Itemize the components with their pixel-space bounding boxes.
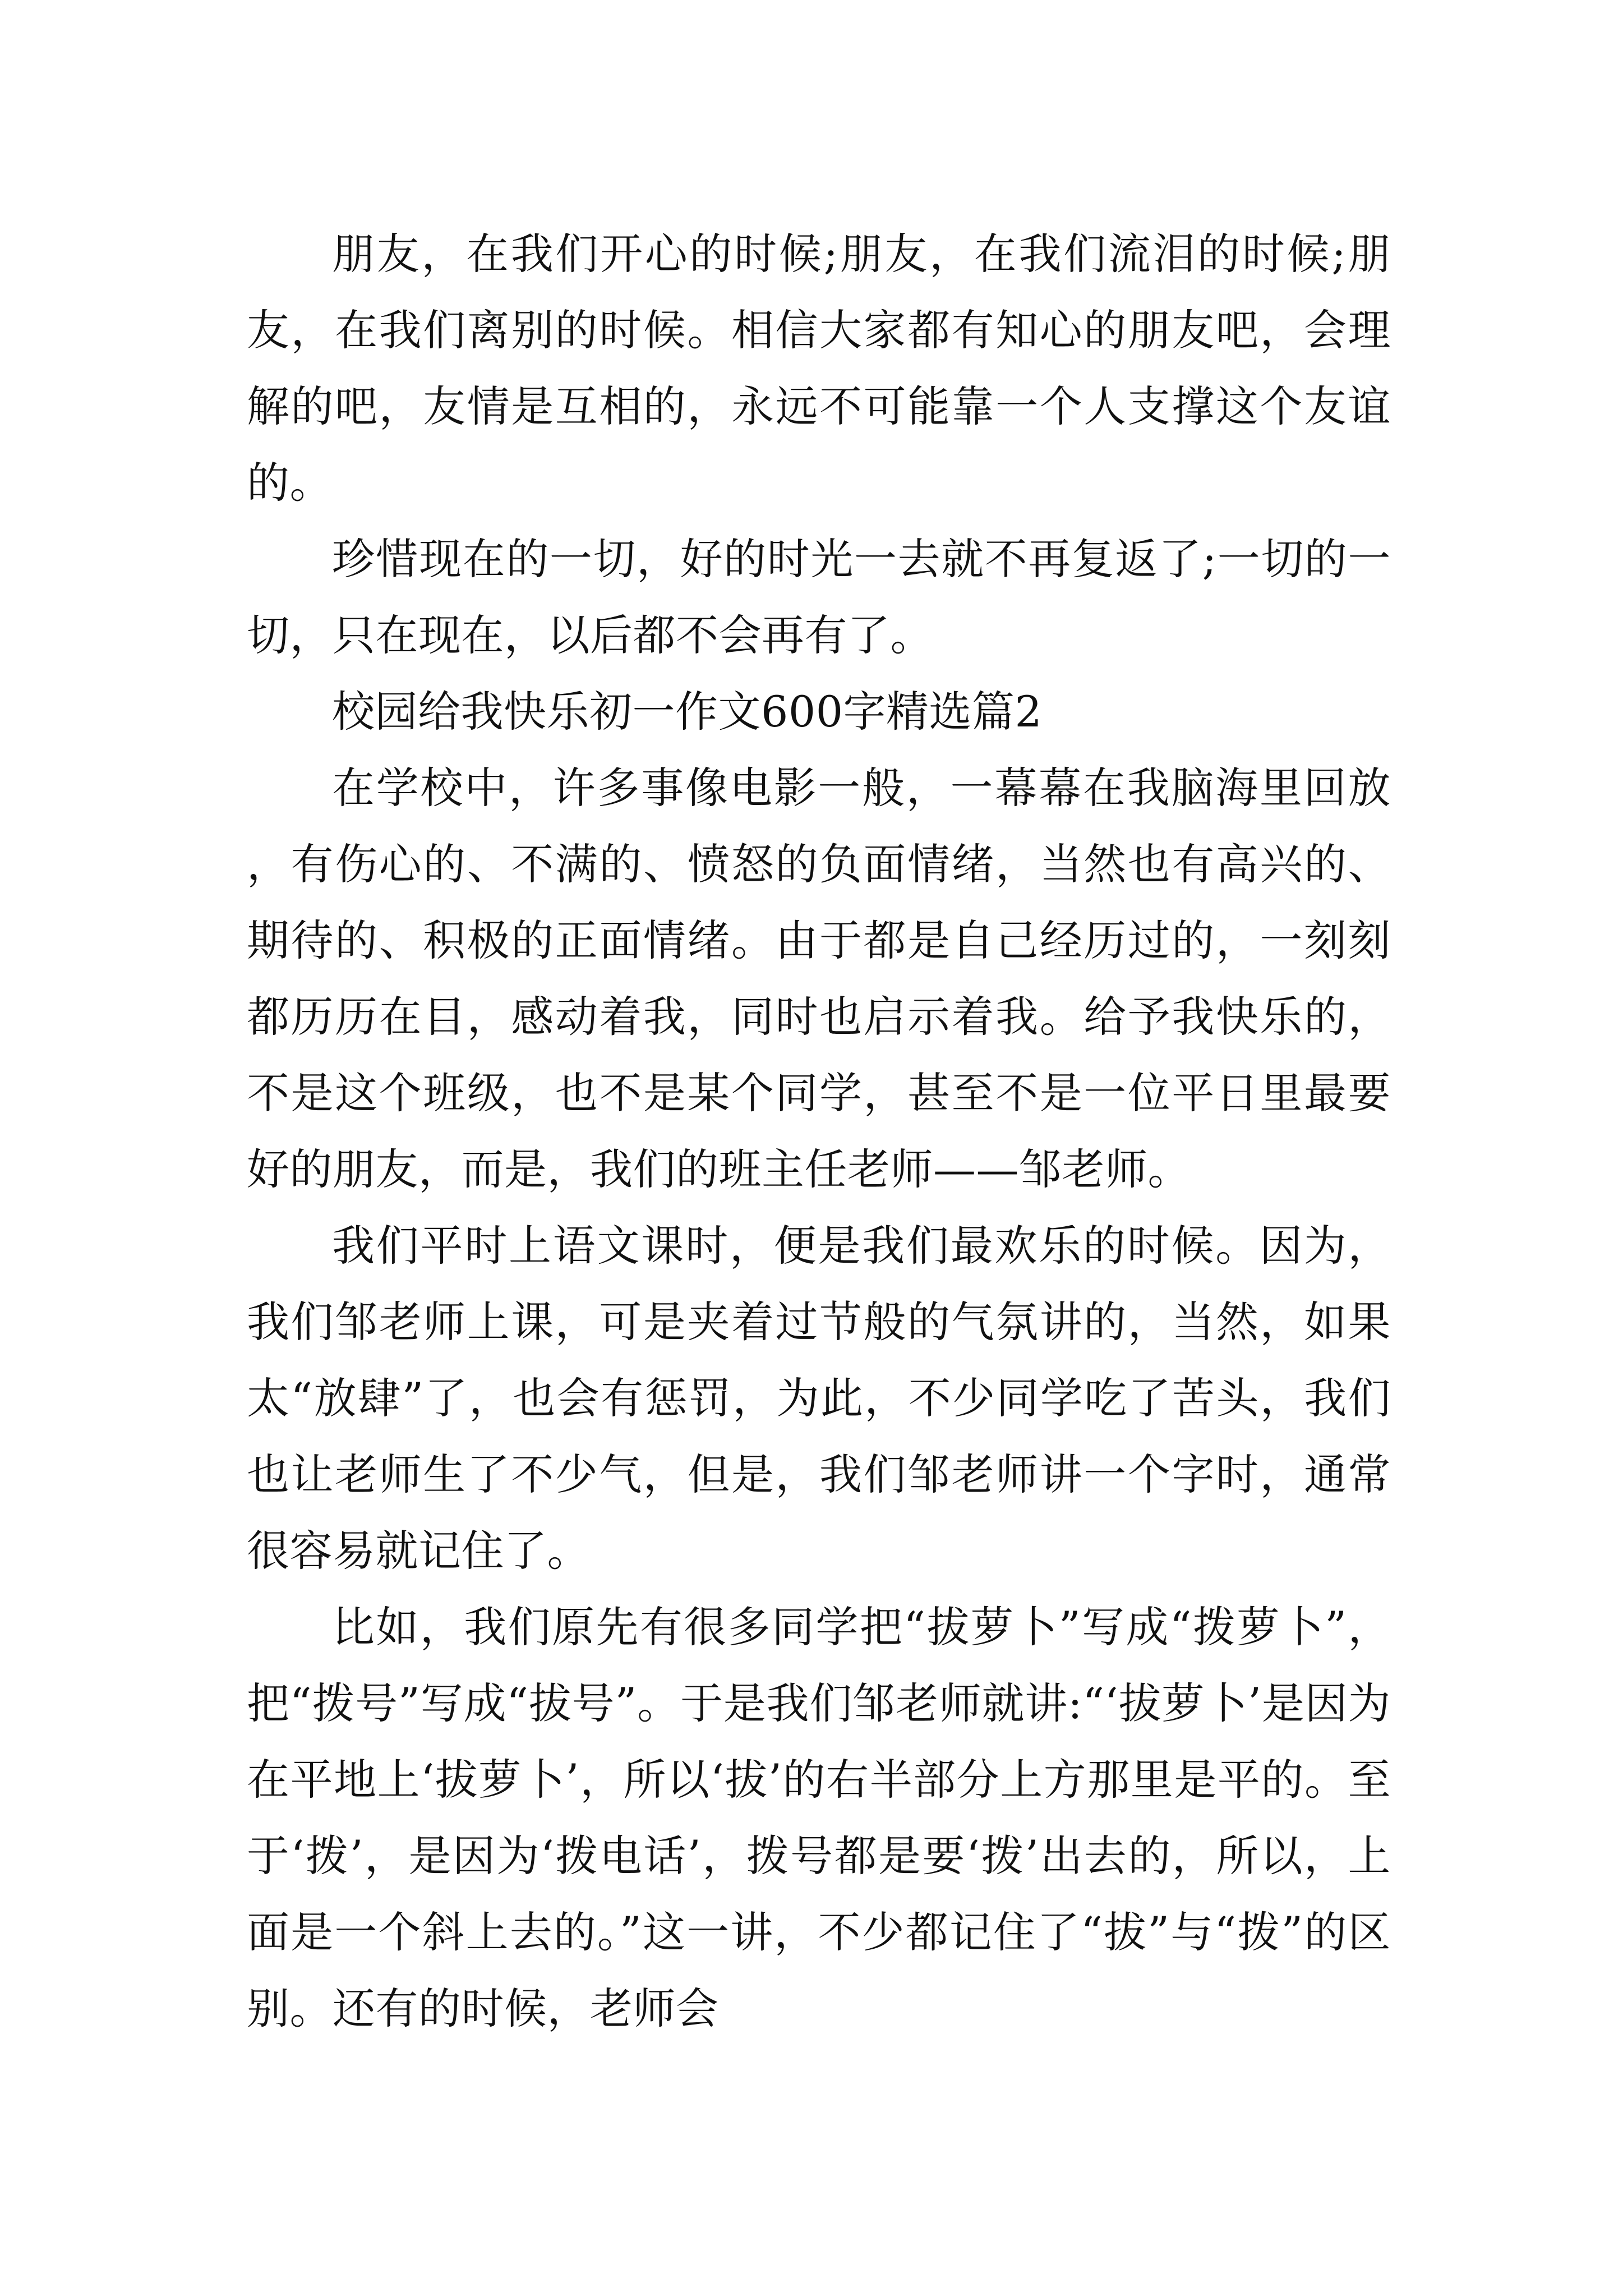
- paragraph-cherish: 珍惜现在的一切，好的时光一去就不再复返了;一切的一切，只在现在，以后都不会再有了。: [247, 534, 1391, 660]
- paragraph-friendship: 朋友，在我们开心的时候;朋友，在我们流泪的时候;朋友，在我们离别的时候。相信大家都有知心的朋友吧，会理解的吧，友情是互相的，永远不可能靠一个人支撑这个友谊的。: [247, 229, 1391, 508]
- document-body: [247, 216, 1391, 2047]
- paragraph-character-example: 比如，我们原先有很多同学把“拔萝卜”写成“拨萝卜”，把“拨号”写成“拔号”。于是我们邹老师就讲:“‘拔萝卜’是因为在平地上‘拔萝卜’，所以‘拔’的右半部分上方那里是平的。至于‘拨’，是因为‘拨电话’，拨号都是要‘拨’出去的，所以，上面是一个斜上去的。”这一讲，不少都记住了“拔”与“拨”的区别。还有的时候，老师会: [247, 1602, 1391, 2033]
- section-heading: 校园给我快乐初一作文600字精选篇2: [332, 687, 1043, 737]
- paragraph-school-memories: 在学校中，许多事像电影一般，一幕幕在我脑海里回放，有伤心的、不满的、愤怒的负面情绪，当然也有高兴的、期待的、积极的正面情绪。由于都是自己经历过的，一刻刻都历历在目，感动着我，同时也启示着我。给予我快乐的，不是这个班级，也不是某个同学，甚至不是一位平日里最要好的朋友，而是，我们的班主任老师——邹老师。: [247, 763, 1391, 1194]
- paragraph-chinese-class: 我们平时上语文课时，便是我们最欢乐的时候。因为，我们邹老师上课，可是夹着过节般的气氛讲的，当然，如果太“放肆”了，也会有惩罚，为此，不少同学吃了苦头，我们也让老师生了不少气，但是，我们邹老师讲一个字时，通常很容易就记住了。: [247, 1221, 1391, 1576]
